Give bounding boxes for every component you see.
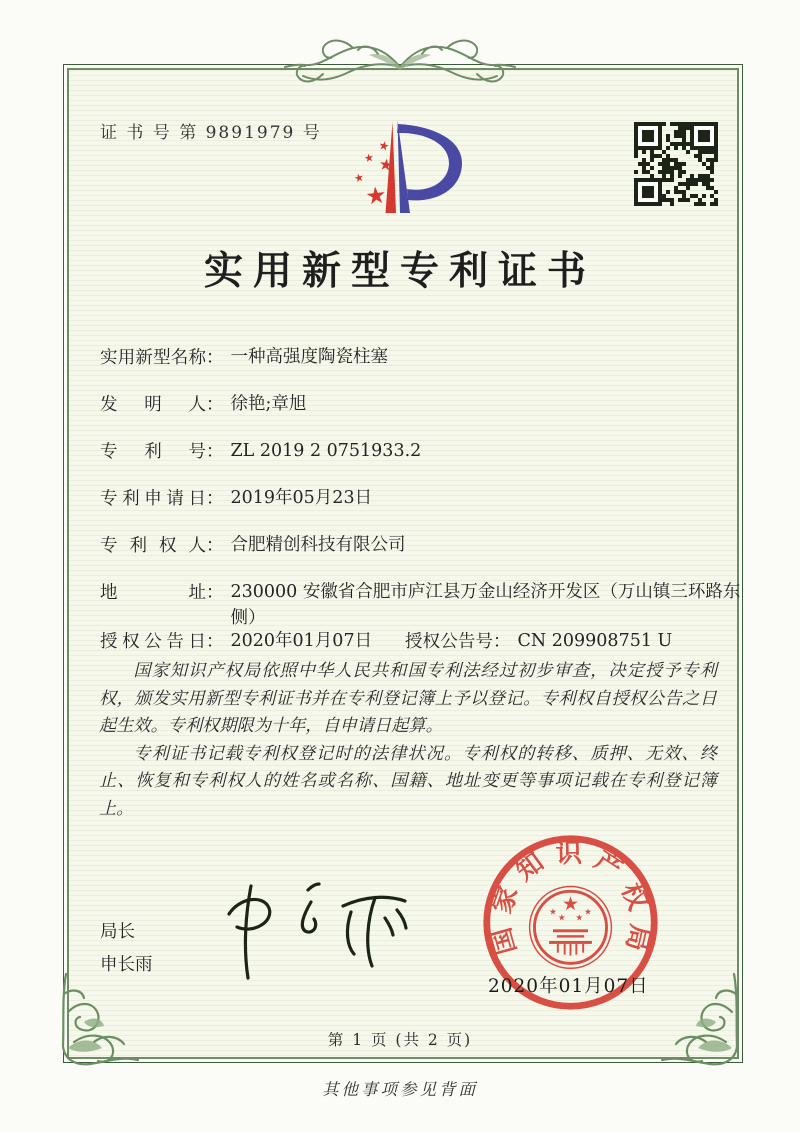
field-value: 合肥精创科技有限公司 [230,535,406,555]
field-value: 一种高强度陶瓷柱塞 [230,347,388,367]
field-row-patent-number [100,438,421,464]
field-colon: ： [206,348,224,368]
field-value: 2019年05月23日 [230,488,373,508]
page-number: 第 1 页 (共 2 页) [327,1031,473,1049]
field-value: 徐艳;章旭 [230,394,307,414]
field-label: 授权公告号 [405,632,493,652]
certificate-number: 证 书 号 第 9891979 号 [100,123,322,143]
field-value: 230000 安徽省合肥市庐江县万金山经济开发区（万山镇三环路东侧） [230,582,741,628]
field-row-grant-number [405,628,672,654]
field-row-filing-date [100,485,372,511]
field-label: 授权公告日 [100,632,206,652]
commissioner-title: 局长 [100,922,135,942]
field-label: 实用新型名称 [100,348,206,368]
cnipa-logo-icon [350,116,468,218]
field-value: ZL 2019 2 0751933.2 [230,441,422,461]
field-value: 2020年01月07日 [230,631,373,651]
field-label: 发明人 [100,395,206,415]
field-row-address [100,579,746,631]
back-side-note: 其他事项参见背面 [322,1080,478,1099]
field-colon: ： [206,583,224,603]
field-row-patentee [100,532,406,558]
legal-text-block [99,658,717,823]
commissioner-name: 申长雨 [100,955,153,975]
field-row-inventor [100,391,306,417]
commissioner-block [100,916,153,982]
field-colon: ： [206,632,224,652]
national-emblem-icon [530,886,612,968]
seal-text: 国家知识产权局 [485,837,656,958]
certificate-title: 实用新型专利证书 [203,248,596,294]
field-row-grant-date [100,628,372,654]
field-colon: ： [206,442,224,462]
field-label: 地址 [100,583,206,603]
field-colon: ： [206,536,224,556]
field-label: 专利号 [100,442,206,462]
field-label: 专利权人 [100,536,206,556]
qr-code [634,122,718,206]
legal-paragraph-1: 国家知识产权局依照中华人民共和国专利法经过初步审查，决定授予专利权，颁发实用新型专利证书并在专利登记簿上予以登记。专利权自授权公告之日起生效。专利权期限为十年，自申请日起算。 [99,661,717,736]
field-colon: ： [206,395,224,415]
field-colon: ： [493,632,511,652]
field-colon: ： [206,489,224,509]
legal-paragraph-2: 专利证书记载专利权登记时的法律状况。专利权的转移、质押、无效、终止、恢复和专利权人的姓名或名称、国籍、地址变更等事项记载在专利登记簿上。 [99,743,717,819]
field-row-utility-model-name [100,344,388,370]
seal-date: 2020年01月07日 [488,976,649,997]
commissioner-signature-icon [215,872,425,987]
field-label: 专利申请日 [100,489,206,509]
field-value: CN 209908751 U [517,631,673,651]
